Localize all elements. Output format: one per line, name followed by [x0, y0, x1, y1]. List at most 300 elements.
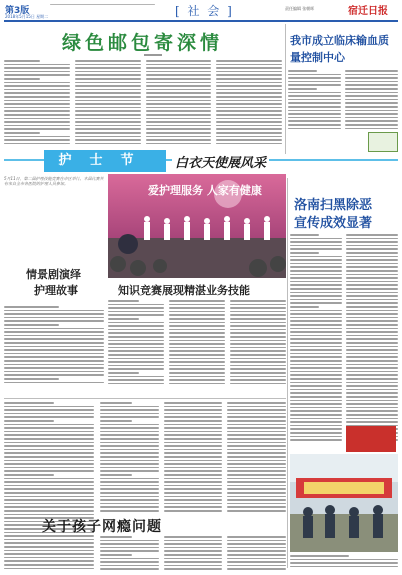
text-line [288, 110, 341, 112]
text-line [227, 510, 286, 512]
text-line [216, 128, 282, 130]
text-line [227, 550, 286, 552]
text-line [4, 100, 70, 102]
text-line [346, 238, 398, 240]
text-line [290, 425, 342, 427]
text-line [164, 467, 223, 469]
text-line [75, 96, 141, 98]
text-line [4, 96, 70, 98]
text-line [290, 410, 342, 412]
propaganda-photo [290, 454, 398, 552]
kids-net-title: 关于孩子网瘾问题 [42, 519, 162, 535]
text-line [227, 496, 286, 498]
text-line [100, 427, 159, 429]
text-line [4, 306, 59, 308]
text-line [75, 100, 141, 102]
text-line [4, 438, 94, 440]
text-line [75, 121, 141, 123]
text-line [169, 300, 225, 302]
text-line [146, 100, 212, 102]
text-line [227, 463, 286, 465]
text-line [346, 418, 398, 420]
text-line [164, 442, 223, 444]
text-line [288, 88, 317, 90]
text-line [290, 371, 342, 373]
text-line [4, 488, 94, 490]
text-line [4, 128, 70, 130]
text-line [290, 324, 342, 326]
article-bottom-left [4, 402, 286, 572]
text-line [4, 406, 94, 408]
text-line [230, 372, 286, 374]
text-line [346, 378, 398, 380]
page-number: 第3版 [5, 6, 30, 16]
text-line [346, 320, 398, 322]
text-line [227, 416, 286, 418]
text-line [290, 313, 342, 315]
text-line [290, 360, 342, 362]
text-line [227, 413, 286, 415]
text-line [227, 424, 286, 426]
text-line [4, 342, 104, 344]
bottom-left-body [4, 402, 94, 570]
text-line [346, 317, 398, 319]
text-line [4, 371, 104, 373]
text-line [230, 379, 286, 381]
text-line [100, 474, 132, 476]
text-line [216, 118, 282, 120]
text-line [346, 410, 398, 412]
text-line [345, 84, 398, 86]
text-line [100, 554, 132, 556]
paper-logo: 宿迁日报 [348, 6, 388, 17]
text-line [108, 347, 164, 349]
text-line [4, 539, 94, 541]
text-line [108, 354, 164, 356]
text-line [164, 543, 223, 545]
text-line [346, 306, 398, 308]
text-line [230, 354, 286, 356]
text-line [146, 132, 212, 134]
text-line [4, 60, 40, 62]
text-line [290, 274, 342, 276]
text-line [4, 143, 70, 145]
header-meta: 2018年5月15日 星期二 [5, 14, 49, 19]
text-line [346, 295, 398, 297]
text-line [4, 139, 70, 141]
text-line [227, 558, 286, 560]
text-line [290, 284, 342, 286]
text-line [290, 256, 342, 258]
text-line [169, 314, 225, 316]
text-line [346, 252, 398, 254]
text-line [230, 325, 286, 327]
text-line [164, 536, 223, 538]
text-line [164, 413, 223, 415]
text-line [345, 113, 398, 115]
text-line [345, 102, 398, 104]
text-line [230, 368, 286, 370]
text-line [100, 496, 159, 498]
text-line [108, 332, 164, 334]
text-line [216, 125, 282, 127]
text-line [230, 314, 286, 316]
text-line [346, 331, 398, 333]
text-line [230, 343, 286, 345]
text-line [100, 492, 159, 494]
text-line [227, 503, 286, 505]
text-line [346, 324, 398, 326]
text-line [146, 74, 212, 76]
text-line [146, 92, 212, 94]
text-line [100, 568, 159, 570]
text-line [75, 125, 141, 127]
text-line [227, 406, 286, 408]
text-line [146, 107, 212, 109]
anti-gang-title-1: 洛南扫黑除恶 [294, 198, 373, 213]
text-line [100, 540, 159, 542]
text-line [4, 313, 104, 315]
text-line [290, 403, 342, 405]
text-line [290, 364, 342, 366]
text-line [4, 431, 94, 433]
text-line [100, 463, 159, 465]
text-line [108, 383, 164, 385]
text-line [290, 349, 342, 351]
text-line [288, 106, 341, 108]
text-line [346, 270, 398, 272]
text-line [108, 311, 164, 313]
text-line [100, 431, 159, 433]
text-line [346, 382, 398, 384]
text-line [164, 510, 223, 512]
text-line [288, 92, 341, 94]
text-line [288, 70, 317, 72]
bottom-kids-body [100, 536, 286, 572]
text-line [216, 96, 282, 98]
text-line [288, 81, 341, 83]
text-line [164, 496, 223, 498]
text-line [346, 302, 398, 304]
text-line [169, 343, 225, 345]
text-line [346, 360, 398, 362]
text-line [4, 320, 104, 322]
text-line [216, 78, 282, 80]
text-line [75, 85, 141, 87]
text-line [227, 478, 286, 480]
text-line [146, 64, 212, 66]
nurse-day-tag: 护士节 [44, 150, 166, 172]
text-line [108, 336, 164, 338]
text-line [169, 358, 225, 360]
text-line [108, 372, 139, 374]
text-line [164, 445, 223, 447]
text-line [4, 474, 54, 476]
text-line [230, 311, 286, 313]
outdoor-photo [290, 454, 398, 552]
text-line [164, 420, 223, 422]
text-line [290, 328, 342, 330]
text-line [230, 383, 286, 385]
text-line [146, 136, 212, 138]
text-line [75, 110, 141, 112]
text-line [108, 343, 164, 345]
text-line [100, 416, 159, 418]
text-line [75, 136, 141, 138]
text-line [169, 347, 225, 349]
text-line [346, 392, 398, 394]
text-line [100, 558, 159, 560]
text-line [346, 299, 398, 301]
text-line [346, 371, 398, 373]
text-line [227, 409, 286, 411]
text-line [4, 382, 104, 384]
text-line [345, 74, 398, 76]
text-line [227, 488, 286, 490]
text-line [290, 310, 342, 312]
text-line [4, 85, 70, 87]
text-line [346, 241, 398, 243]
text-line [164, 506, 223, 508]
text-line [164, 409, 223, 411]
text-line [75, 128, 141, 130]
text-line [4, 499, 94, 501]
text-line [227, 547, 286, 549]
caption-text: 5月11日，第二届护理技能竞赛在市区举行。本届比赛共有来自全市各医院的护理人员参加。 [4, 176, 104, 186]
text-line [164, 438, 223, 440]
text-line [146, 114, 212, 116]
text-line [290, 346, 342, 348]
text-line [290, 400, 342, 402]
text-line [230, 376, 286, 378]
text-line [164, 478, 223, 480]
text-line [288, 113, 341, 115]
text-line [146, 60, 212, 62]
text-line [227, 568, 286, 570]
text-line [290, 288, 342, 290]
text-line [227, 452, 286, 454]
text-line [169, 354, 225, 356]
text-line [346, 338, 398, 340]
text-line [230, 304, 286, 306]
text-line [227, 449, 286, 451]
text-line [346, 259, 398, 261]
text-line [100, 565, 159, 567]
right-article-title: 我市成立临床输血质量控制中心 [290, 34, 389, 64]
text-line [100, 485, 159, 487]
text-line [100, 499, 159, 501]
text-line [346, 310, 398, 312]
text-line [164, 460, 223, 462]
text-line [216, 67, 282, 69]
text-line [169, 350, 225, 352]
text-line [169, 322, 225, 324]
article-green-parcel [4, 24, 282, 148]
text-line [290, 421, 342, 423]
text-line [345, 95, 398, 97]
text-line [146, 96, 212, 98]
text-line [227, 431, 286, 433]
text-line [346, 364, 398, 366]
text-line [4, 510, 94, 512]
text-line [345, 92, 398, 94]
text-line [75, 64, 141, 66]
text-line [227, 427, 286, 429]
text-line [169, 361, 225, 363]
text-line [4, 449, 94, 451]
article-knowledge [108, 280, 286, 390]
text-line [346, 353, 398, 355]
text-line [4, 324, 59, 326]
text-line [290, 382, 342, 384]
text-line [108, 325, 164, 327]
text-line [4, 560, 94, 562]
story-title-2: 护理故事 [34, 284, 78, 297]
text-line [100, 409, 159, 411]
text-line [4, 445, 94, 447]
text-line [4, 378, 59, 380]
text-line [230, 300, 286, 302]
text-line [230, 329, 286, 331]
right-bottom-caption [290, 555, 398, 571]
text-line [108, 350, 164, 352]
text-line [227, 506, 286, 508]
text-line [345, 81, 398, 83]
text-line [169, 325, 225, 327]
text-line [108, 365, 164, 367]
text-line [75, 139, 141, 141]
text-line [290, 389, 342, 391]
text-line [4, 416, 94, 418]
text-line [230, 347, 286, 349]
text-line [108, 379, 164, 381]
text-line [216, 92, 282, 94]
text-line [346, 374, 398, 376]
text-line [290, 378, 342, 380]
text-line [290, 252, 319, 254]
text-line [216, 107, 282, 109]
text-line [4, 463, 94, 465]
text-line [346, 367, 398, 369]
anti-gang-title-2: 宣传成效显著 [294, 216, 373, 231]
text-line [216, 60, 282, 62]
text-line [227, 554, 286, 556]
text-line [164, 431, 223, 433]
text-line [288, 77, 341, 79]
bottom-mid-body [100, 402, 286, 512]
text-line [100, 550, 159, 552]
text-line [288, 74, 341, 76]
text-line [100, 470, 159, 472]
text-line [169, 336, 225, 338]
text-line [216, 121, 282, 123]
text-line [4, 346, 104, 348]
text-line [290, 436, 342, 438]
text-line [164, 561, 223, 563]
text-line [4, 110, 70, 112]
text-line [4, 481, 94, 483]
text-line [288, 124, 341, 126]
text-line [346, 335, 398, 337]
text-line [100, 434, 159, 436]
text-line [230, 340, 286, 342]
text-line [216, 143, 282, 145]
text-line [4, 64, 70, 66]
text-line [100, 536, 132, 538]
text-line [4, 546, 94, 548]
text-line [146, 89, 212, 91]
text-line [346, 356, 398, 358]
text-line [100, 460, 159, 462]
text-line [75, 67, 141, 69]
text-line [290, 338, 342, 340]
text-line [108, 358, 164, 360]
text-line [290, 367, 342, 369]
text-line [346, 245, 398, 247]
text-line [346, 407, 398, 409]
text-line [164, 449, 223, 451]
text-line [227, 561, 286, 563]
text-line [4, 452, 94, 454]
text-line [100, 510, 159, 512]
text-line [164, 456, 223, 458]
text-line [4, 514, 94, 516]
text-line [290, 392, 342, 394]
text-line [4, 424, 94, 426]
text-line [108, 340, 164, 342]
text-line [164, 452, 223, 454]
text-line [290, 342, 342, 344]
nurse-day-banner [4, 150, 398, 172]
text-line [4, 456, 94, 458]
text-line [100, 442, 159, 444]
text-line [345, 124, 398, 126]
text-line [346, 400, 398, 402]
text-line [346, 349, 398, 351]
text-line [75, 132, 141, 134]
text-line [164, 554, 223, 556]
text-line [346, 389, 398, 391]
text-line [4, 82, 70, 84]
text-line [216, 82, 282, 84]
text-line [227, 481, 286, 483]
text-line [164, 424, 223, 426]
text-line [4, 317, 104, 319]
text-line [75, 89, 141, 91]
text-line [75, 103, 141, 105]
text-line [75, 74, 141, 76]
text-line [4, 568, 94, 570]
right-article-body [288, 70, 398, 130]
text-line [4, 557, 94, 559]
text-line [100, 438, 159, 440]
text-line [290, 295, 342, 297]
text-line [146, 67, 212, 69]
text-line [146, 143, 212, 145]
text-line [288, 102, 341, 104]
text-line [288, 84, 341, 86]
text-line [346, 288, 398, 290]
text-line [227, 434, 286, 436]
text-line [346, 263, 398, 265]
text-line [164, 416, 223, 418]
text-line [4, 503, 94, 505]
text-line [290, 335, 342, 337]
section-title: [ 社 会 ] [175, 4, 234, 18]
text-line [169, 304, 225, 306]
text-line [290, 302, 342, 304]
text-line [290, 439, 342, 441]
